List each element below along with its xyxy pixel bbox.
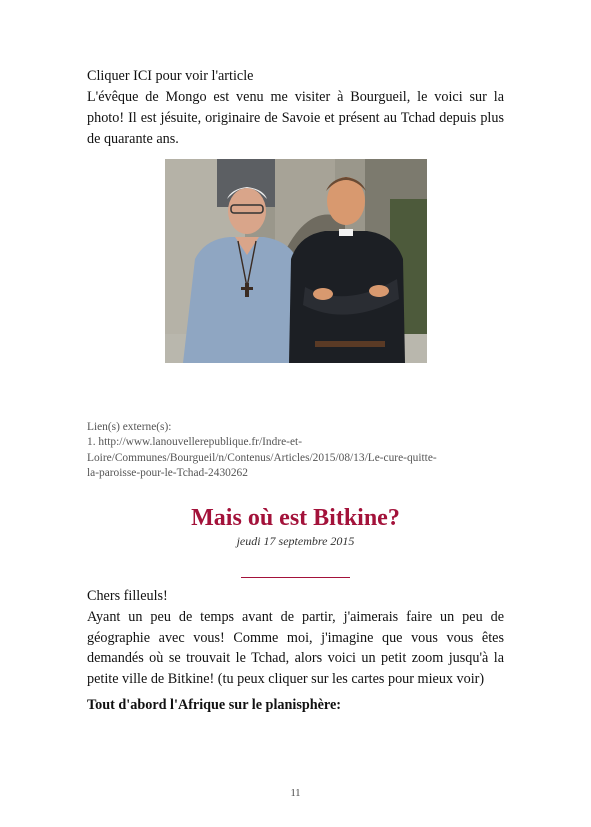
post-greeting: Chers filleuls! (87, 588, 168, 604)
post-body (87, 586, 504, 690)
page-number: 11 (290, 788, 301, 799)
intro-section (87, 66, 504, 150)
external-links (87, 420, 504, 482)
intro-paragraph: L'évêque de Mongo est venu me visiter à Bourgueil, le voici sur la photo! Il est jésuite, originaire de Savoie et présent au Tchad depuis plus de quarante ans. (87, 89, 504, 147)
post-paragraph: Ayant un peu de temps avant de partir, j'aimerais faire un peu de géographie avec vous! Comme moi, j'imagine que vous vous êtes demandés où se trouvait le Tchad, alors voici un petit zoom jusqu'à la petite ville de Bitkine! (tu peux cliquer sur les cartes pour mieux voir) (87, 608, 504, 688)
post-title: Mais où est Bitkine? (191, 505, 400, 531)
photo-bishop-and-priest (165, 159, 427, 363)
post-subheading: Tout d'abord l'Afrique sur le planisphère: (87, 697, 341, 713)
external-links-heading: Lien(s) externe(s): (87, 421, 172, 433)
external-link-line-2[interactable]: Loire/Communes/Bourgueil/n/Contenus/Articles/2015/08/13/Le-cure-quitte- (87, 451, 437, 464)
article-link[interactable]: Cliquer ICI pour voir l'article (87, 68, 254, 84)
external-link-line-3[interactable]: la-paroisse-pour-le-Tchad-2430262 (87, 467, 248, 480)
post-date: jeudi 17 septembre 2015 (236, 534, 355, 548)
title-divider (241, 577, 350, 578)
external-link-line-1[interactable]: 1. http://www.lanouvellerepublique.fr/Indre-et- (87, 436, 302, 449)
